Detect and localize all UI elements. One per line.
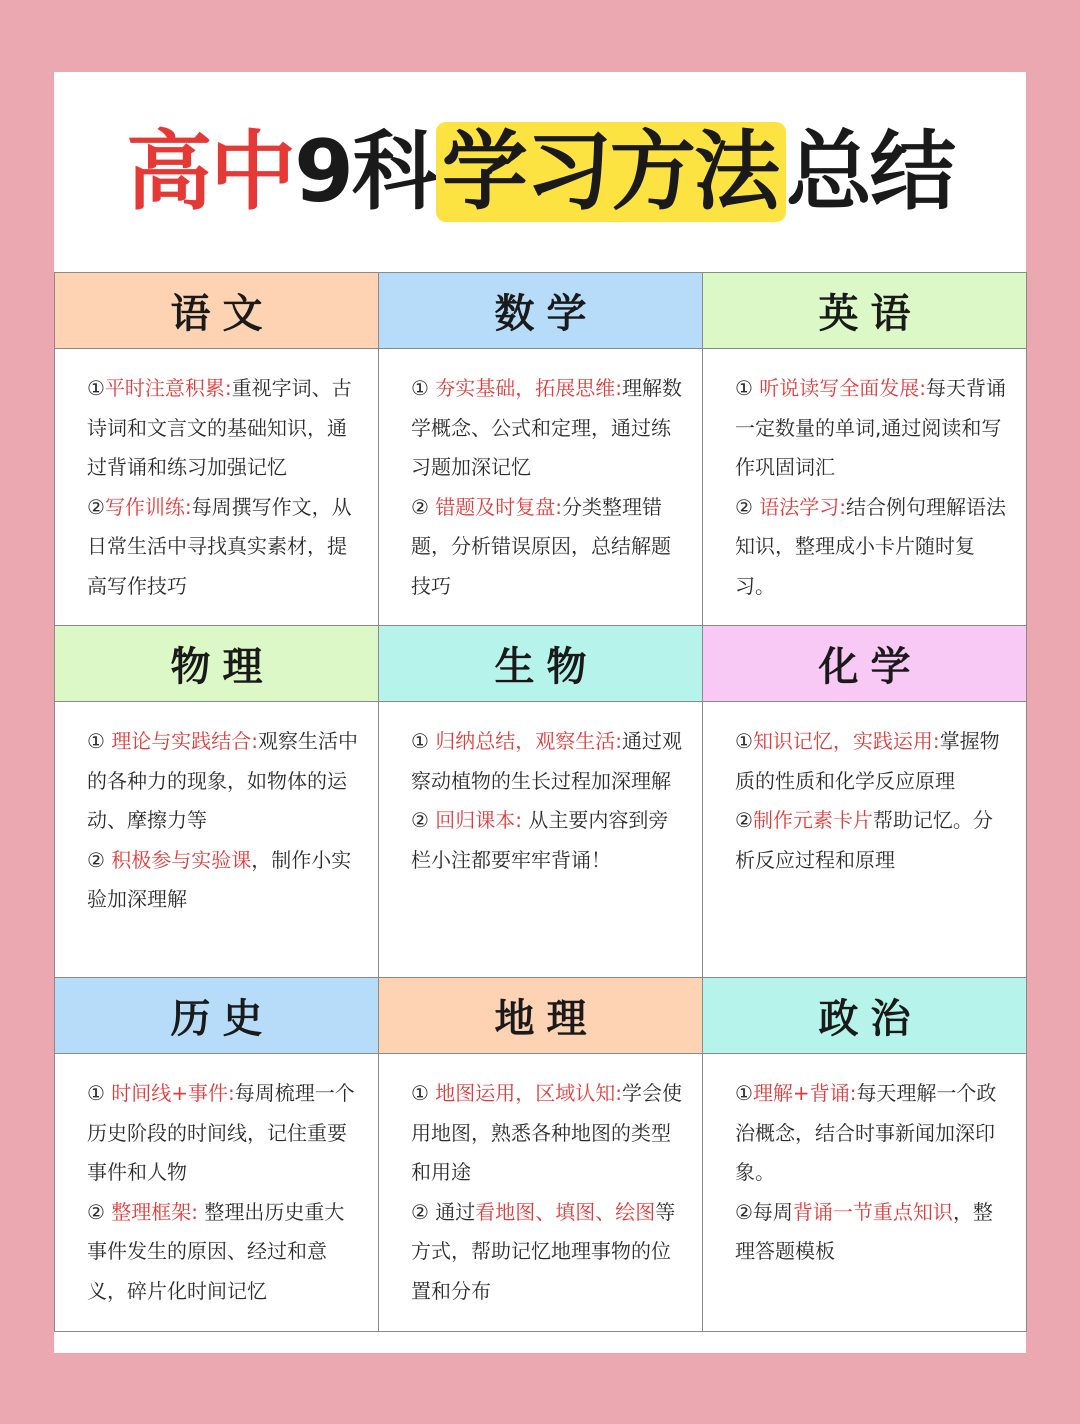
tip-heading: 积极参与实验课 <box>111 847 252 872</box>
subject-body <box>55 1054 378 1311</box>
tip-number: ② 通过 <box>411 1199 476 1224</box>
subject-cell-politics <box>702 977 1027 1332</box>
tip-2 <box>735 488 1008 607</box>
subject-body <box>379 702 702 880</box>
tip-heading: 时间线+事件: <box>111 1081 235 1105</box>
tip-text: 从主要内容到旁栏小注都要牢牢背诵！ <box>411 808 669 872</box>
tip-1 <box>411 1074 684 1193</box>
subject-header: 语文 <box>55 273 378 349</box>
tip-number: ① <box>87 376 105 400</box>
title-part-4: 总结 <box>785 122 954 222</box>
page-title <box>54 72 1026 272</box>
subject-cell-chinese <box>54 272 379 626</box>
tip-number: ① <box>411 729 436 753</box>
tip-1 <box>735 722 1008 801</box>
tip-heading: 制作元素卡片 <box>752 808 873 832</box>
tip-1 <box>411 722 684 801</box>
tip-number: ② <box>87 1199 112 1224</box>
tip-heading: 夯实基础，拓展思维: <box>435 376 623 400</box>
tip-1 <box>735 369 1008 488</box>
tip-number: ① <box>411 1081 436 1105</box>
tip-heading: 知识记忆，实践运用: <box>752 729 940 753</box>
subject-grid <box>54 272 1026 1331</box>
subject-cell-biology <box>378 625 703 978</box>
tip-number: ① <box>411 376 436 400</box>
title-part-2: 9科 <box>294 122 436 222</box>
subject-header: 历史 <box>55 978 378 1054</box>
tip-heading: 写作训练: <box>104 494 192 519</box>
tip-number: ② <box>87 494 105 519</box>
tip-number: ② <box>87 847 112 872</box>
tip-text: 每周撰写作文，从日常生活中寻找真实素材，提高写作技巧 <box>87 494 352 598</box>
subject-body <box>703 349 1026 606</box>
tip-text: 每天背诵一定数量的单词,通过阅读和写作巩固词汇 <box>735 376 1007 479</box>
tip-number: ① <box>735 729 753 753</box>
subject-header: 生物 <box>379 626 702 702</box>
subject-body <box>55 349 378 606</box>
title-part-1: 高中 <box>126 122 295 222</box>
subject-header: 物理 <box>55 626 378 702</box>
tip-2 <box>411 1193 684 1312</box>
subject-header: 地理 <box>379 978 702 1054</box>
tip-text: 通过观察动植物的生长过程加深理解 <box>411 729 683 793</box>
tip-heading: 看地图、填图、绘图 <box>475 1199 656 1224</box>
subject-cell-physics <box>54 625 379 978</box>
tip-text: 分类整理错题，分析错误原因，总结解题技巧 <box>411 494 671 598</box>
tip-2 <box>735 1193 1008 1272</box>
tip-heading: 理论与实践结合: <box>111 729 259 753</box>
subject-header: 政治 <box>703 978 1026 1054</box>
tip-text: 每天理解一个政治概念，结合时事新闻加深印象。 <box>735 1081 997 1184</box>
tip-2 <box>87 1193 360 1312</box>
tip-2 <box>411 801 684 880</box>
tip-2 <box>735 801 1008 880</box>
tip-text: 结合例句理解语法知识，整理成小卡片随时复习。 <box>735 494 1007 598</box>
summary-card <box>54 72 1026 1353</box>
tip-text: ，整理答题模板 <box>735 1199 993 1263</box>
tip-text: 学会使用地图，熟悉各种地图的类型和用途 <box>411 1081 683 1184</box>
subject-header: 数学 <box>379 273 702 349</box>
tip-heading: 语法学习: <box>759 494 847 519</box>
tip-number: ① <box>735 1081 753 1105</box>
subject-header: 英语 <box>703 273 1026 349</box>
tip-text: 等方式，帮助记忆地理事物的位置和分布 <box>411 1199 676 1303</box>
tip-heading: 理解+背诵: <box>752 1081 857 1105</box>
tip-number: ① <box>87 1081 112 1105</box>
tip-heading: 整理框架: <box>111 1199 199 1224</box>
tip-2 <box>87 841 360 920</box>
subject-cell-english <box>702 272 1027 626</box>
tip-number: ② <box>735 494 760 519</box>
tip-number: ② <box>411 808 436 832</box>
tip-text: 观察生活中的各种力的现象，如物体的运动、摩擦力等 <box>87 729 359 832</box>
tip-number: ②每周 <box>735 1199 793 1224</box>
subject-cell-chemistry <box>702 625 1027 978</box>
subject-body <box>703 1054 1026 1272</box>
tip-number: ② <box>735 808 753 832</box>
tip-2 <box>87 488 360 607</box>
tip-text: 帮助记忆。分析反应过程和原理 <box>735 808 993 872</box>
tip-heading: 错题及时复盘: <box>435 494 563 519</box>
tip-text: 整理出历史重大事件发生的原因、经过和意义，碎片化时间记忆 <box>87 1199 345 1303</box>
subject-cell-math <box>378 272 703 626</box>
tip-heading: 背诵一节重点知识 <box>792 1199 953 1224</box>
subject-body <box>55 702 378 920</box>
subject-body <box>703 702 1026 880</box>
title-part-3-highlight: 学习方法 <box>436 122 786 222</box>
tip-1 <box>87 1074 360 1193</box>
tip-number: ② <box>411 494 436 519</box>
subject-cell-geography <box>378 977 703 1332</box>
tip-1 <box>87 369 360 488</box>
subject-body <box>379 1054 702 1311</box>
tip-text: 掌握物质的性质和化学反应原理 <box>735 729 1000 793</box>
tip-text: 理解数学概念、公式和定理，通过练习题加深记忆 <box>411 376 683 479</box>
tip-number: ① <box>87 729 112 753</box>
tip-text: ，制作小实验加深理解 <box>87 847 352 911</box>
tip-heading: 地图运用，区域认知: <box>435 1081 623 1105</box>
tip-1 <box>411 369 684 488</box>
tip-heading: 平时注意积累: <box>104 376 232 400</box>
tip-heading: 回归课本: <box>435 808 523 832</box>
subject-cell-history <box>54 977 379 1332</box>
tip-heading: 归纳总结，观察生活: <box>435 729 623 753</box>
tip-2 <box>411 488 684 607</box>
tip-1 <box>87 722 360 841</box>
tip-text: 每周梳理一个历史阶段的时间线，记住重要事件和人物 <box>87 1081 355 1184</box>
subject-body <box>379 349 702 606</box>
subject-header: 化学 <box>703 626 1026 702</box>
tip-heading: 听说读写全面发展: <box>759 376 927 400</box>
tip-number: ① <box>735 376 760 400</box>
tip-1 <box>735 1074 1008 1193</box>
tip-text: 重视字词、古诗词和文言文的基础知识，通过背诵和练习加强记忆 <box>87 376 352 479</box>
